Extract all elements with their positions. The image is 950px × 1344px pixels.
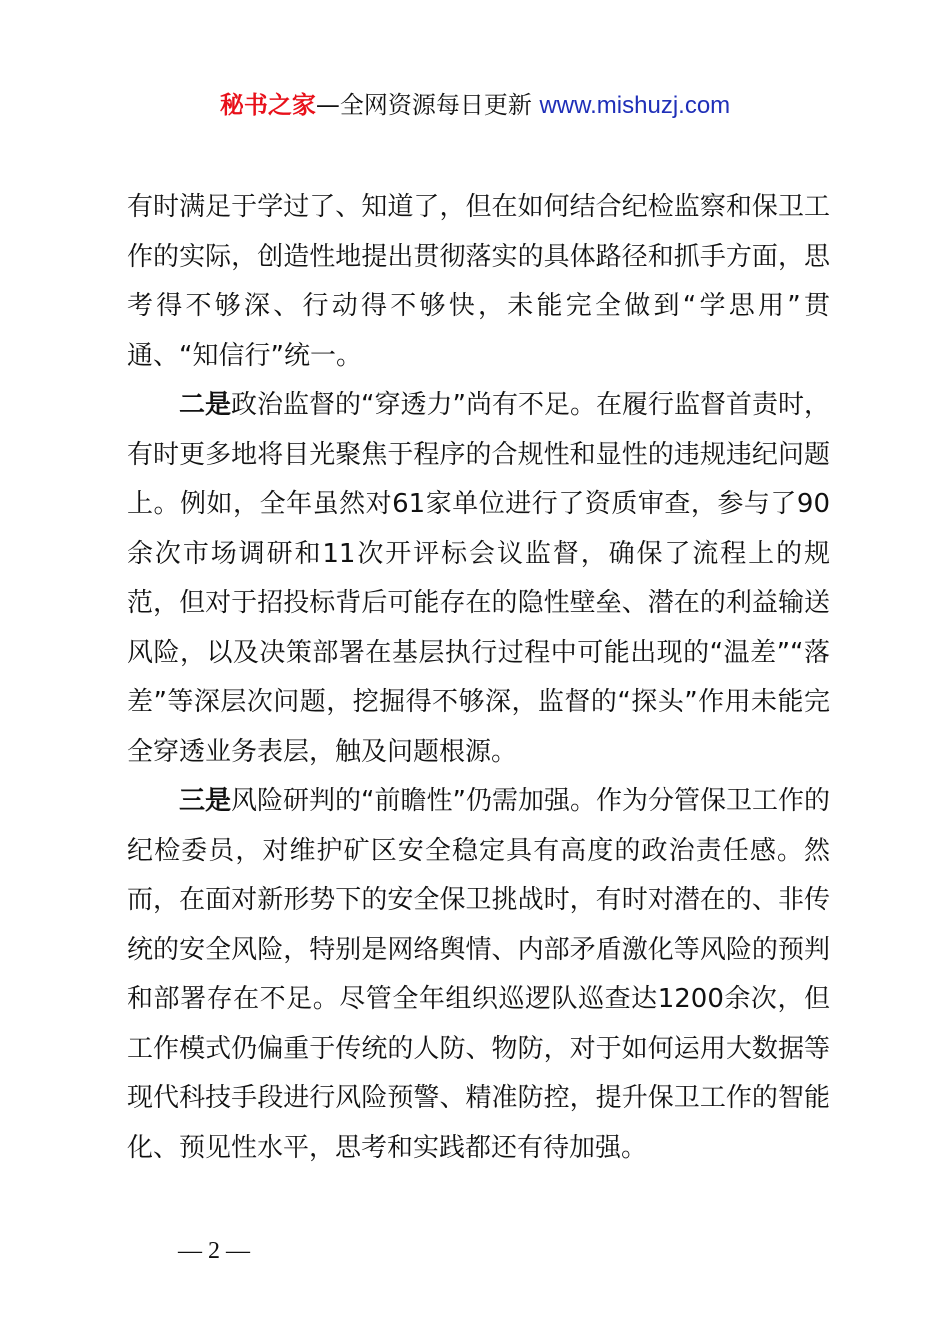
site-brand: 秘书之家 (219, 91, 316, 119)
page-number: — 2 — (178, 1238, 250, 1264)
paragraph-point-two (127, 381, 830, 777)
paragraph-text: 政治监督的“穿透力”尚有不足。在履行监督首责时，有时更多地将目光聚焦于程序的合规性和显性的违规违纪问题上。例如，全年虽然对61家单位进行了资质审查，参与了90余次市场调研和11次开评标会议监督，确保了流程上的规范，但对于招投标背后可能存在的隐性壁垒、潜在的利益输送风险，以及决策部署在基层执行过程中可能出现的“温差”“落差”等深层次问题，挖掘得不够深，监督的“探头”作用未能完全穿透业务表层，触及问题根源。 (127, 390, 830, 767)
paragraph-text: 有时满足于学过了、知道了，但在如何结合纪检监察和保卫工作的实际，创造性地提出贯彻落实的具体路径和抓手方面，思考得不够深、行动得不够快，未能完全做到“学思用”贯通、“知信行”统一。 (127, 192, 830, 371)
site-url-link[interactable]: www.mishuzj.com (539, 92, 731, 119)
site-header (0, 88, 950, 123)
paragraph-continued (127, 183, 830, 381)
paragraph-text: 风险研判的“前瞻性”仍需加强。作为分管保卫工作的纪检委员，对维护矿区安全稳定具有高度的政治责任感。然而，在面对新形势下的安全保卫挑战时，有时对潜在的、非传统的安全风险，特别是网络舆情、内部矛盾激化等风险的预判和部署存在不足。尽管全年组织巡逻队巡查达1200余次，但工作模式仍偏重于传统的人防、物防，对于如何运用大数据等现代科技手段进行风险预警、精准防控，提升保卫工作的智能化、预见性水平，思考和实践都还有待加强。 (127, 786, 830, 1163)
paragraph-lead: 二是 (179, 390, 232, 420)
paragraph-lead: 三是 (179, 786, 232, 816)
document-body (127, 183, 830, 1173)
site-tagline: —全网资源每日更新 (315, 91, 532, 119)
paragraph-point-three (127, 777, 830, 1173)
